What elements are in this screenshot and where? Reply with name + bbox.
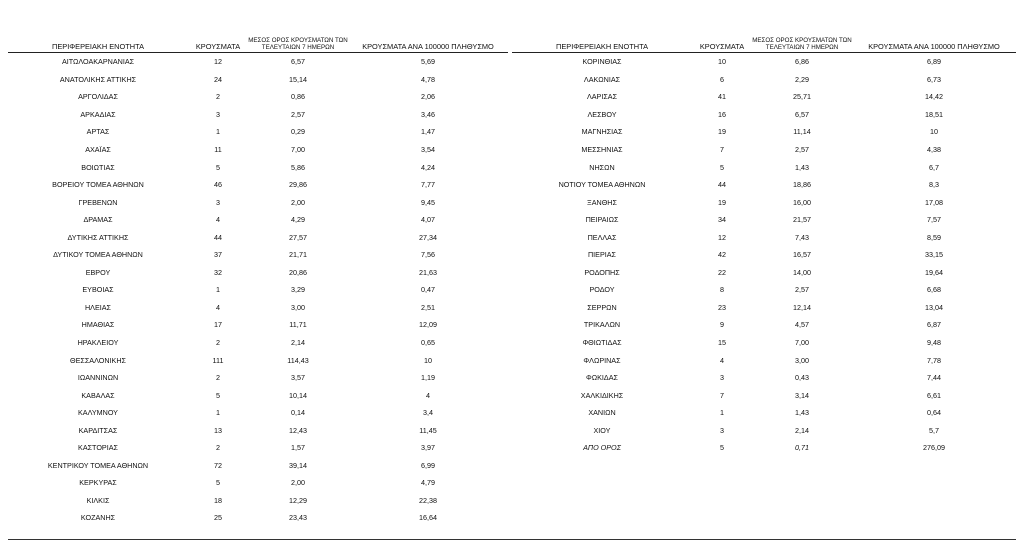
cell-per100k: 9,45: [421, 197, 435, 207]
cell-per100k: 3,46: [421, 109, 435, 119]
cases-table-right: [512, 32, 1016, 457]
cell-region: ΦΩΚΙΔΑΣ: [586, 373, 618, 383]
cell-avg7: 1,57: [291, 443, 305, 453]
cell-avg7: 6,57: [291, 57, 305, 67]
cell-region: ΠΙΕΡΙΑΣ: [587, 250, 616, 260]
cell-avg7: 2,57: [795, 285, 809, 295]
table-row: [8, 474, 508, 492]
cell-region: ΑΡΓΟΛΙΔΑΣ: [78, 92, 118, 102]
cell-per100k: 5,69: [421, 57, 435, 67]
cell-region: ΣΕΡΡΩΝ: [587, 302, 617, 312]
table-row: [512, 316, 1016, 334]
cell-cases: 19: [718, 127, 726, 137]
table-row: [512, 193, 1016, 211]
table-row: [8, 509, 508, 527]
cell-cases: 15: [718, 338, 726, 348]
cell-cases: 1: [216, 127, 220, 137]
header-cases: ΚΡΟΥΣΜΑΤΑ: [188, 32, 248, 53]
cell-region: ΛΑΚΩΝΙΑΣ: [583, 74, 621, 84]
cell-region: ΚΕΝΤΡΙΚΟΥ ΤΟΜΕΑ ΑΘΗΝΩΝ: [47, 460, 149, 470]
cell-cases: 9: [720, 320, 724, 330]
cell-avg7: 2,00: [291, 478, 305, 488]
cell-per100k: 3,54: [421, 145, 435, 154]
cell-per100k: 19,64: [925, 267, 943, 277]
cell-region: ΤΡΙΚΑΛΩΝ: [583, 320, 621, 330]
table-row: [512, 264, 1016, 282]
cell-region: ΑΧΑΪΑΣ: [85, 145, 111, 154]
cell-region: ΜΕΣΣΗΝΙΑΣ: [581, 145, 623, 154]
cell-avg7: 20,86: [289, 267, 307, 277]
cell-cases: 3: [720, 373, 724, 383]
cell-region: ΠΕΙΡΑΙΩΣ: [585, 215, 619, 225]
cell-cases: 46: [214, 180, 222, 190]
table-row: [512, 386, 1016, 404]
cell-per100k: 17,08: [925, 197, 943, 207]
cell-avg7: 29,86: [289, 180, 307, 190]
cell-per100k: 6,61: [927, 390, 941, 400]
cell-region: ΑΝΑΤΟΛΙΚΗΣ ΑΤΤΙΚΗΣ: [59, 74, 137, 84]
cell-avg7: 14,00: [793, 267, 811, 277]
table-row: [8, 334, 508, 352]
cell-per100k: 6,87: [927, 320, 941, 330]
cell-avg7: 12,14: [793, 302, 811, 312]
table-row: [8, 264, 508, 282]
cell-cases: 34: [718, 215, 726, 225]
cell-cases: 3: [720, 425, 724, 435]
cell-avg7: 3,29: [291, 285, 305, 295]
cell-region: ΡΟΔΟΠΗΣ: [584, 267, 620, 277]
table-row: [512, 246, 1016, 264]
cell-avg7: 10,14: [289, 390, 307, 400]
header-region: ΠΕΡΙΦΕΡΕΙΑΚΗ ΕΝΟΤΗΤΑ: [8, 32, 188, 53]
cell-cases: 111: [212, 355, 224, 365]
cell-avg7: 2,57: [795, 145, 809, 154]
table-row: [512, 158, 1016, 176]
header-avg7-line1: ΜΕΣΟΣ ΟΡΟΣ ΚΡΟΥΣΜΑΤΩΝ ΤΩΝ: [752, 37, 852, 44]
table-row: [8, 141, 508, 159]
cell-region: ΧΙΟΥ: [593, 425, 611, 435]
cell-avg7: 25,71: [793, 92, 811, 102]
cell-region: ΒΟΡΕΙΟΥ ΤΟΜΕΑ ΑΘΗΝΩΝ: [52, 180, 144, 190]
cell-region: ΗΜΑΘΙΑΣ: [81, 320, 115, 330]
cases-table-left: [8, 32, 508, 527]
cell-cases: 13: [214, 425, 222, 435]
cell-cases: 12: [718, 232, 726, 242]
table-header-row: [512, 32, 1016, 53]
cell-per100k: 0,47: [421, 285, 435, 295]
table-row: [8, 351, 508, 369]
cell-cases: 22: [718, 267, 726, 277]
table-row: [8, 176, 508, 194]
table-row: [8, 211, 508, 229]
cell-avg7: 27,57: [289, 232, 307, 242]
cell-per100k: 9,48: [927, 338, 941, 348]
table-row: [512, 106, 1016, 124]
cell-per100k: 33,15: [925, 250, 943, 260]
cell-region: ΔΡΑΜΑΣ: [83, 215, 113, 225]
cell-per100k: 6,7: [929, 162, 939, 172]
table-row: [8, 281, 508, 299]
cell-cases: 72: [214, 460, 222, 470]
cell-region: ΕΒΡΟΥ: [85, 267, 111, 277]
table-row: [512, 53, 1016, 71]
cell-region: ΚΑΒΑΛΑΣ: [81, 390, 115, 400]
cell-avg7: 18,86: [793, 180, 811, 190]
table-row: [8, 386, 508, 404]
cell-per100k: 10: [424, 355, 432, 365]
cell-cases: 2: [216, 443, 220, 453]
cell-cases: 5: [720, 443, 724, 453]
cell-avg7: 3,14: [795, 390, 809, 400]
cell-per100k: 27,34: [419, 232, 437, 242]
cell-per100k: 8,3: [929, 180, 939, 190]
cell-per100k: 7,78: [927, 355, 941, 365]
cell-cases: 10: [718, 57, 726, 67]
cell-per100k: 1,19: [421, 373, 435, 383]
table-row: [8, 158, 508, 176]
header-per100k: ΚΡΟΥΣΜΑΤΑ ΑΝΑ 100000 ΠΛΗΘΥΣΜΟ: [852, 32, 1016, 53]
cell-region: ΔΥΤΙΚΗΣ ΑΤΤΙΚΗΣ: [67, 232, 129, 242]
cell-cases: 42: [718, 250, 726, 260]
table-header-row: [8, 32, 508, 53]
cell-avg7: 11,71: [289, 320, 307, 330]
cell-per100k: 4,79: [421, 478, 435, 488]
cell-per100k: 6,73: [927, 74, 941, 84]
cell-avg7: 6,86: [795, 57, 809, 67]
cell-region: ΡΟΔΟΥ: [589, 285, 615, 295]
table-row: [512, 369, 1016, 387]
cell-avg7: 6,57: [795, 109, 809, 119]
cell-avg7: 2,14: [795, 425, 809, 435]
cell-per100k: 4,78: [421, 74, 435, 84]
cell-avg7: 3,00: [795, 355, 809, 365]
table-row: [8, 106, 508, 124]
cell-cases: 1: [216, 408, 220, 418]
cell-region: ΚΑΛΥΜΝΟΥ: [78, 408, 118, 418]
cell-per100k: 3,4: [423, 408, 433, 418]
cell-avg7: 12,29: [289, 495, 307, 505]
cell-cases: 6: [720, 74, 724, 84]
cell-per100k: 0,64: [927, 408, 941, 418]
cell-avg7: 7,00: [291, 145, 305, 154]
cell-per100k: 4,07: [421, 215, 435, 225]
cell-region: ΝΟΤΙΟΥ ΤΟΜΕΑ ΑΘΗΝΩΝ: [558, 180, 646, 190]
cell-avg7: 1,43: [795, 408, 809, 418]
table-row: [8, 228, 508, 246]
table-row: [8, 88, 508, 106]
table-row: [512, 228, 1016, 246]
cell-cases: 19: [718, 197, 726, 207]
table-row: [512, 299, 1016, 317]
cell-avg7: 15,14: [289, 74, 307, 84]
cell-per100k: 6,68: [927, 285, 941, 295]
cell-per100k: 14,42: [925, 92, 943, 102]
cell-cases: 2: [216, 373, 220, 383]
cell-avg7: 0,29: [291, 127, 305, 137]
cell-region: ΛΑΡΙΣΑΣ: [586, 92, 618, 102]
cell-avg7: 4,29: [291, 215, 305, 225]
cell-cases: 1: [720, 408, 724, 418]
cell-per100k: 6,99: [421, 460, 435, 470]
cell-avg7: 12,43: [289, 425, 307, 435]
cell-region: ΦΛΩΡΙΝΑΣ: [583, 355, 621, 365]
cell-per100k: 8,59: [927, 232, 941, 242]
cell-region: ΠΕΛΛΑΣ: [587, 232, 617, 242]
table-row: [8, 299, 508, 317]
table-row: [8, 123, 508, 141]
cell-per100k: 4: [426, 390, 430, 400]
cell-per100k: 16,64: [419, 513, 437, 523]
cell-region: ΑΠΟ ΟΡΟΣ: [583, 443, 621, 453]
cell-per100k: 21,63: [419, 267, 437, 277]
header-cases: ΚΡΟΥΣΜΑΤΑ: [692, 32, 752, 53]
cell-avg7: 4,57: [795, 320, 809, 330]
cell-avg7: 3,57: [291, 373, 305, 383]
cell-cases: 44: [214, 232, 222, 242]
table-row: [512, 71, 1016, 89]
cell-per100k: 7,44: [927, 373, 941, 383]
table-row: [512, 351, 1016, 369]
cell-region: ΕΥΒΟΙΑΣ: [82, 285, 114, 295]
cell-cases: 44: [718, 180, 726, 190]
cell-region: ΑΙΤΩΛΟΑΚΑΡΝΑΝΙΑΣ: [61, 57, 135, 67]
cell-avg7: 2,29: [795, 74, 809, 84]
cell-per100k: 7,56: [421, 250, 435, 260]
cell-avg7: 39,14: [289, 460, 307, 470]
cell-avg7: 1,43: [795, 162, 809, 172]
cell-per100k: 2,06: [421, 92, 435, 102]
cell-cases: 23: [718, 302, 726, 312]
cell-avg7: 21,57: [793, 215, 811, 225]
cell-cases: 4: [720, 355, 724, 365]
cell-avg7: 0,71: [795, 443, 809, 453]
cell-region: ΓΡΕΒΕΝΩΝ: [78, 197, 118, 207]
cell-per100k: 5,7: [929, 425, 939, 435]
cell-avg7: 0,43: [795, 373, 809, 383]
header-avg7-line2: ΤΕΛΕΥΤΑΙΩΝ 7 ΗΜΕΡΩΝ: [765, 43, 839, 51]
table-row: [8, 316, 508, 334]
cell-region: ΚΟΡΙΝΘΙΑΣ: [582, 57, 622, 67]
table-row: [512, 334, 1016, 352]
table-row: [512, 439, 1016, 457]
cell-region: ΗΛΕΙΑΣ: [84, 302, 112, 312]
table-row: [512, 123, 1016, 141]
table-row: [8, 246, 508, 264]
cell-region: ΚΟΖΑΝΗΣ: [80, 513, 116, 523]
cell-region: ΚΑΣΤΟΡΙΑΣ: [78, 443, 118, 453]
cell-region: ΞΑΝΘΗΣ: [587, 197, 617, 207]
cell-cases: 5: [216, 478, 220, 488]
table-row: [512, 88, 1016, 106]
cell-per100k: 4,38: [927, 145, 941, 154]
table-row: [8, 492, 508, 510]
cell-cases: 4: [216, 215, 220, 225]
cell-cases: 25: [214, 513, 222, 523]
cell-region: ΑΡΚΑΔΙΑΣ: [80, 109, 116, 119]
cell-cases: 2: [216, 338, 220, 348]
cell-region: ΚΑΡΔΙΤΣΑΣ: [78, 425, 118, 435]
cell-per100k: 4,24: [421, 162, 435, 172]
table-row: [512, 281, 1016, 299]
cell-cases: 32: [214, 267, 222, 277]
header-avg7-line2: ΤΕΛΕΥΤΑΙΩΝ 7 ΗΜΕΡΩΝ: [261, 43, 335, 51]
table-row: [512, 404, 1016, 422]
cell-per100k: 7,77: [421, 180, 435, 190]
cell-avg7: 114,43: [287, 355, 309, 365]
table-body-left: [8, 53, 508, 527]
cell-region: ΝΗΣΩΝ: [589, 162, 615, 172]
cell-cases: 5: [216, 162, 220, 172]
cell-avg7: 0,14: [291, 408, 305, 418]
cell-cases: 1: [216, 285, 220, 295]
cell-avg7: 16,57: [793, 250, 811, 260]
header-region: ΠΕΡΙΦΕΡΕΙΑΚΗ ΕΝΟΤΗΤΑ: [512, 32, 692, 53]
table-row: [512, 211, 1016, 229]
cell-per100k: 276,09: [923, 443, 945, 453]
cell-cases: 8: [720, 285, 724, 295]
cell-avg7: 3,00: [291, 302, 305, 312]
cell-avg7: 2,57: [291, 109, 305, 119]
cell-avg7: 2,14: [291, 338, 305, 348]
cell-per100k: 12,09: [419, 320, 437, 330]
cell-avg7: 11,14: [793, 127, 811, 137]
cell-region: ΜΑΓΝΗΣΙΑΣ: [581, 127, 623, 137]
table-row: [8, 439, 508, 457]
cell-cases: 37: [214, 250, 222, 260]
cell-region: ΘΕΣΣΑΛΟΝΙΚΗΣ: [70, 355, 126, 365]
cell-region: ΑΡΤΑΣ: [86, 127, 110, 137]
cell-avg7: 16,00: [793, 197, 811, 207]
table-row: [8, 421, 508, 439]
cell-cases: 2: [216, 92, 220, 102]
cell-avg7: 23,43: [289, 513, 307, 523]
bottom-divider: [8, 539, 1016, 540]
cell-region: ΛΕΣΒΟΥ: [587, 109, 617, 119]
header-avg7: [248, 32, 348, 53]
cell-cases: 5: [720, 162, 724, 172]
cell-region: ΔΥΤΙΚΟΥ ΤΟΜΕΑ ΑΘΗΝΩΝ: [53, 250, 143, 260]
cell-region: ΚΕΡΚΥΡΑΣ: [79, 478, 117, 488]
cell-per100k: 18,51: [925, 109, 943, 119]
cell-cases: 7: [720, 145, 724, 154]
header-per100k: ΚΡΟΥΣΜΑΤΑ ΑΝΑ 100000 ΠΛΗΘΥΣΜΟ: [348, 32, 508, 53]
cell-cases: 12: [214, 57, 222, 67]
cell-cases: 7: [720, 390, 724, 400]
cell-avg7: 7,43: [795, 232, 809, 242]
cell-avg7: 7,00: [795, 338, 809, 348]
table-row: [8, 404, 508, 422]
cell-region: ΧΑΛΚΙΔΙΚΗΣ: [580, 390, 624, 400]
cell-avg7: 2,00: [291, 197, 305, 207]
cell-region: ΚΙΛΚΙΣ: [86, 495, 110, 505]
table-row: [8, 71, 508, 89]
table-row: [8, 193, 508, 211]
cell-avg7: 5,86: [291, 162, 305, 172]
cell-cases: 11: [214, 145, 222, 154]
cell-region: ΗΡΑΚΛΕΙΟΥ: [77, 338, 119, 348]
cell-cases: 3: [216, 197, 220, 207]
cell-cases: 5: [216, 390, 220, 400]
table-row: [512, 176, 1016, 194]
cell-avg7: 0,86: [291, 92, 305, 102]
table-row: [512, 141, 1016, 159]
header-avg7: [752, 32, 852, 53]
cell-per100k: 7,57: [927, 215, 941, 225]
cell-per100k: 13,04: [925, 302, 943, 312]
cell-cases: 16: [718, 109, 726, 119]
cell-per100k: 0,65: [421, 338, 435, 348]
cell-region: ΙΩΑΝΝΙΝΩΝ: [77, 373, 119, 383]
cell-per100k: 11,45: [419, 425, 437, 435]
table-row: [8, 369, 508, 387]
cell-per100k: 1,47: [421, 127, 435, 137]
header-avg7-line1: ΜΕΣΟΣ ΟΡΟΣ ΚΡΟΥΣΜΑΤΩΝ ΤΩΝ: [248, 37, 348, 44]
cell-cases: 41: [718, 92, 726, 102]
cell-cases: 18: [214, 495, 222, 505]
table-row: [8, 53, 508, 71]
cell-region: ΒΟΙΩΤΙΑΣ: [81, 162, 115, 172]
table-body-right: [512, 53, 1016, 457]
cell-region: ΦΘΙΩΤΙΔΑΣ: [582, 338, 622, 348]
cell-per100k: 6,89: [927, 57, 941, 67]
cell-cases: 3: [216, 109, 220, 119]
cell-avg7: 21,71: [289, 250, 307, 260]
cell-region: ΧΑΝΙΩΝ: [588, 408, 616, 418]
cell-per100k: 10: [930, 127, 938, 137]
cell-per100k: 22,38: [419, 495, 437, 505]
table-row: [512, 421, 1016, 439]
cell-cases: 17: [214, 320, 222, 330]
cell-cases: 4: [216, 302, 220, 312]
cell-per100k: 2,51: [421, 302, 435, 312]
cell-per100k: 3,97: [421, 443, 435, 453]
table-row: [8, 457, 508, 475]
cell-cases: 24: [214, 74, 222, 84]
